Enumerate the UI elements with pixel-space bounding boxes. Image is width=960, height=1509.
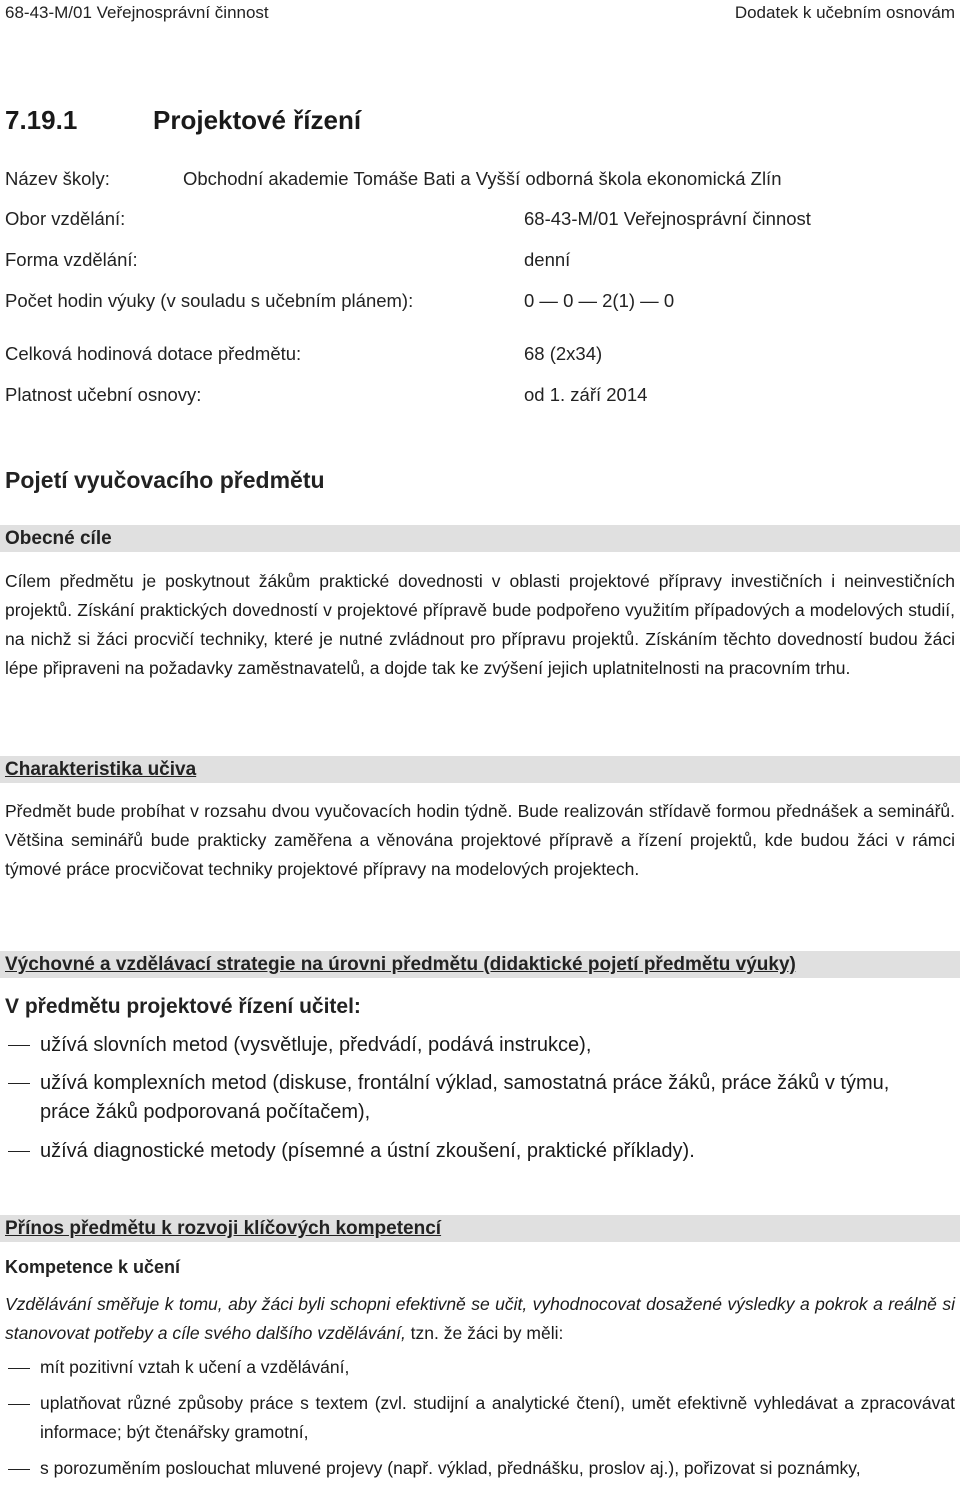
goals-text: Cílem předmětu je poskytnout žákům praktické dovednosti v oblasti projektové přípravy investičních i neinvestičních projektů. Získání praktických dovedností v projektové přípravě bude podpořeno využitím případových a modelových studií, na nichž si žáci procvičí techniky, které je nutné zvládnout pro přípravu projektů. Získáním těchto dovedností budou žáci lépe připraveni na požadavky zaměstnavatelů, a dojde tak ke zvýšení jejich uplatnitelnosti na pracovním trhu. bbox=[5, 571, 955, 678]
total-label: Celková hodinová dotace předmětu: bbox=[5, 343, 302, 364]
competences-intro-italic: Vzdělávání směřuje k tomu, aby žáci byli schopni efektivně se učit, vyhodnocovat dosažené výsledky a pokrok a reálně si stanovovat potřeby a cíle svého dalšího vzdělávání, bbox=[5, 1294, 955, 1343]
school-value: Obchodní akademie Tomáše Bati a Vyšší odborná škola ekonomická Zlín bbox=[183, 168, 782, 189]
total-value: 68 (2x34) bbox=[524, 343, 603, 364]
competences-heading: Přínos předmětu k rozvoji klíčových kompetencí bbox=[5, 1218, 442, 1239]
characteristics-heading: Charakteristika učiva bbox=[5, 759, 197, 780]
goals-heading: Obecné cíle bbox=[5, 528, 112, 549]
strategy-item-text: užívá slovních metod (vysvětluje, předvádí, podává instrukce), bbox=[40, 1034, 592, 1056]
strategy-heading-band bbox=[0, 951, 960, 978]
competence-item bbox=[0, 1353, 960, 1382]
strategy-item bbox=[0, 1069, 940, 1127]
competences-intro bbox=[5, 1290, 955, 1348]
learning-heading: Kompetence k učení bbox=[5, 1257, 181, 1277]
strategy-item bbox=[0, 1031, 960, 1060]
form-value: denní bbox=[524, 249, 571, 270]
competence-item-text: mít pozitivní vztah k učení a vzdělávání, bbox=[40, 1357, 350, 1377]
dash-bullet-icon bbox=[8, 1151, 30, 1152]
dash-bullet-icon bbox=[8, 1083, 30, 1084]
concept-heading: Pojetí vyučovacího předmětu bbox=[5, 467, 325, 493]
page-header-right: Dodatek k učebním osnovám bbox=[734, 3, 955, 22]
validity-value: od 1. září 2014 bbox=[524, 384, 648, 405]
goals-heading-band bbox=[0, 525, 960, 552]
field-value: 68-43-M/01 Veřejnosprávní činnost bbox=[524, 208, 811, 229]
competences-intro-tail: tzn. že žáci by měli: bbox=[405, 1323, 564, 1343]
strategy-subheading: V předmětu projektové řízení učitel: bbox=[5, 995, 361, 1018]
characteristics-text: Předmět bude probíhat v rozsahu dvou vyučovacích hodin týdně. Bude realizován střídavě formou přednášek a seminářů. Většina seminářů bude prakticky zaměřena a věnována projektové přípravě a řízení projektů, kde budou žáci v rámci týmové práce procvičovat techniky projektové přípravy na modelových projektech. bbox=[5, 801, 955, 879]
hours-label: Počet hodin výuky (v souladu s učebním plánem): bbox=[5, 290, 414, 311]
dash-bullet-icon bbox=[8, 1404, 30, 1405]
school-label: Název školy: bbox=[5, 168, 110, 189]
section-title: Projektové řízení bbox=[153, 105, 362, 135]
hours-value: 0 — 0 — 2(1) — 0 bbox=[524, 290, 675, 311]
characteristics-heading-band bbox=[0, 756, 960, 783]
page-header-left: 68-43-M/01 Veřejnosprávní činnost bbox=[5, 3, 269, 22]
competence-item-text: s porozuměním poslouchat mluvené projevy (např. výklad, přednášku, proslov aj.), pořizovat si poznámky, bbox=[40, 1458, 861, 1478]
form-label: Forma vzdělání: bbox=[5, 249, 138, 270]
section-number: 7.19.1 bbox=[5, 105, 78, 135]
field-label: Obor vzdělání: bbox=[5, 208, 126, 229]
dash-bullet-icon bbox=[8, 1469, 30, 1470]
competences-heading-band bbox=[0, 1215, 960, 1242]
competence-item bbox=[0, 1389, 960, 1447]
dash-bullet-icon bbox=[8, 1368, 30, 1369]
strategy-item-text: užívá komplexních metod (diskuse, frontální výklad, samostatná práce žáků, práce žáků v týmu, práce žáků podporovaná počítačem), bbox=[40, 1072, 890, 1123]
competence-item-text: uplatňovat různé způsoby práce s textem (zvl. studijní a analytické čtení), umět efektivně vyhledávat a zpracovávat informace; být čtenářsky gramotní, bbox=[40, 1393, 955, 1442]
competence-item bbox=[0, 1454, 960, 1483]
strategy-item bbox=[0, 1137, 960, 1166]
dash-bullet-icon bbox=[8, 1045, 30, 1046]
strategy-heading: Výchovné a vzdělávací strategie na úrovni předmětu (didaktické pojetí předmětu výuky) bbox=[5, 954, 796, 975]
validity-label: Platnost učební osnovy: bbox=[5, 384, 202, 405]
strategy-item-text: užívá diagnostické metody (písemné a ústní zkoušení, praktické příklady). bbox=[40, 1140, 695, 1162]
